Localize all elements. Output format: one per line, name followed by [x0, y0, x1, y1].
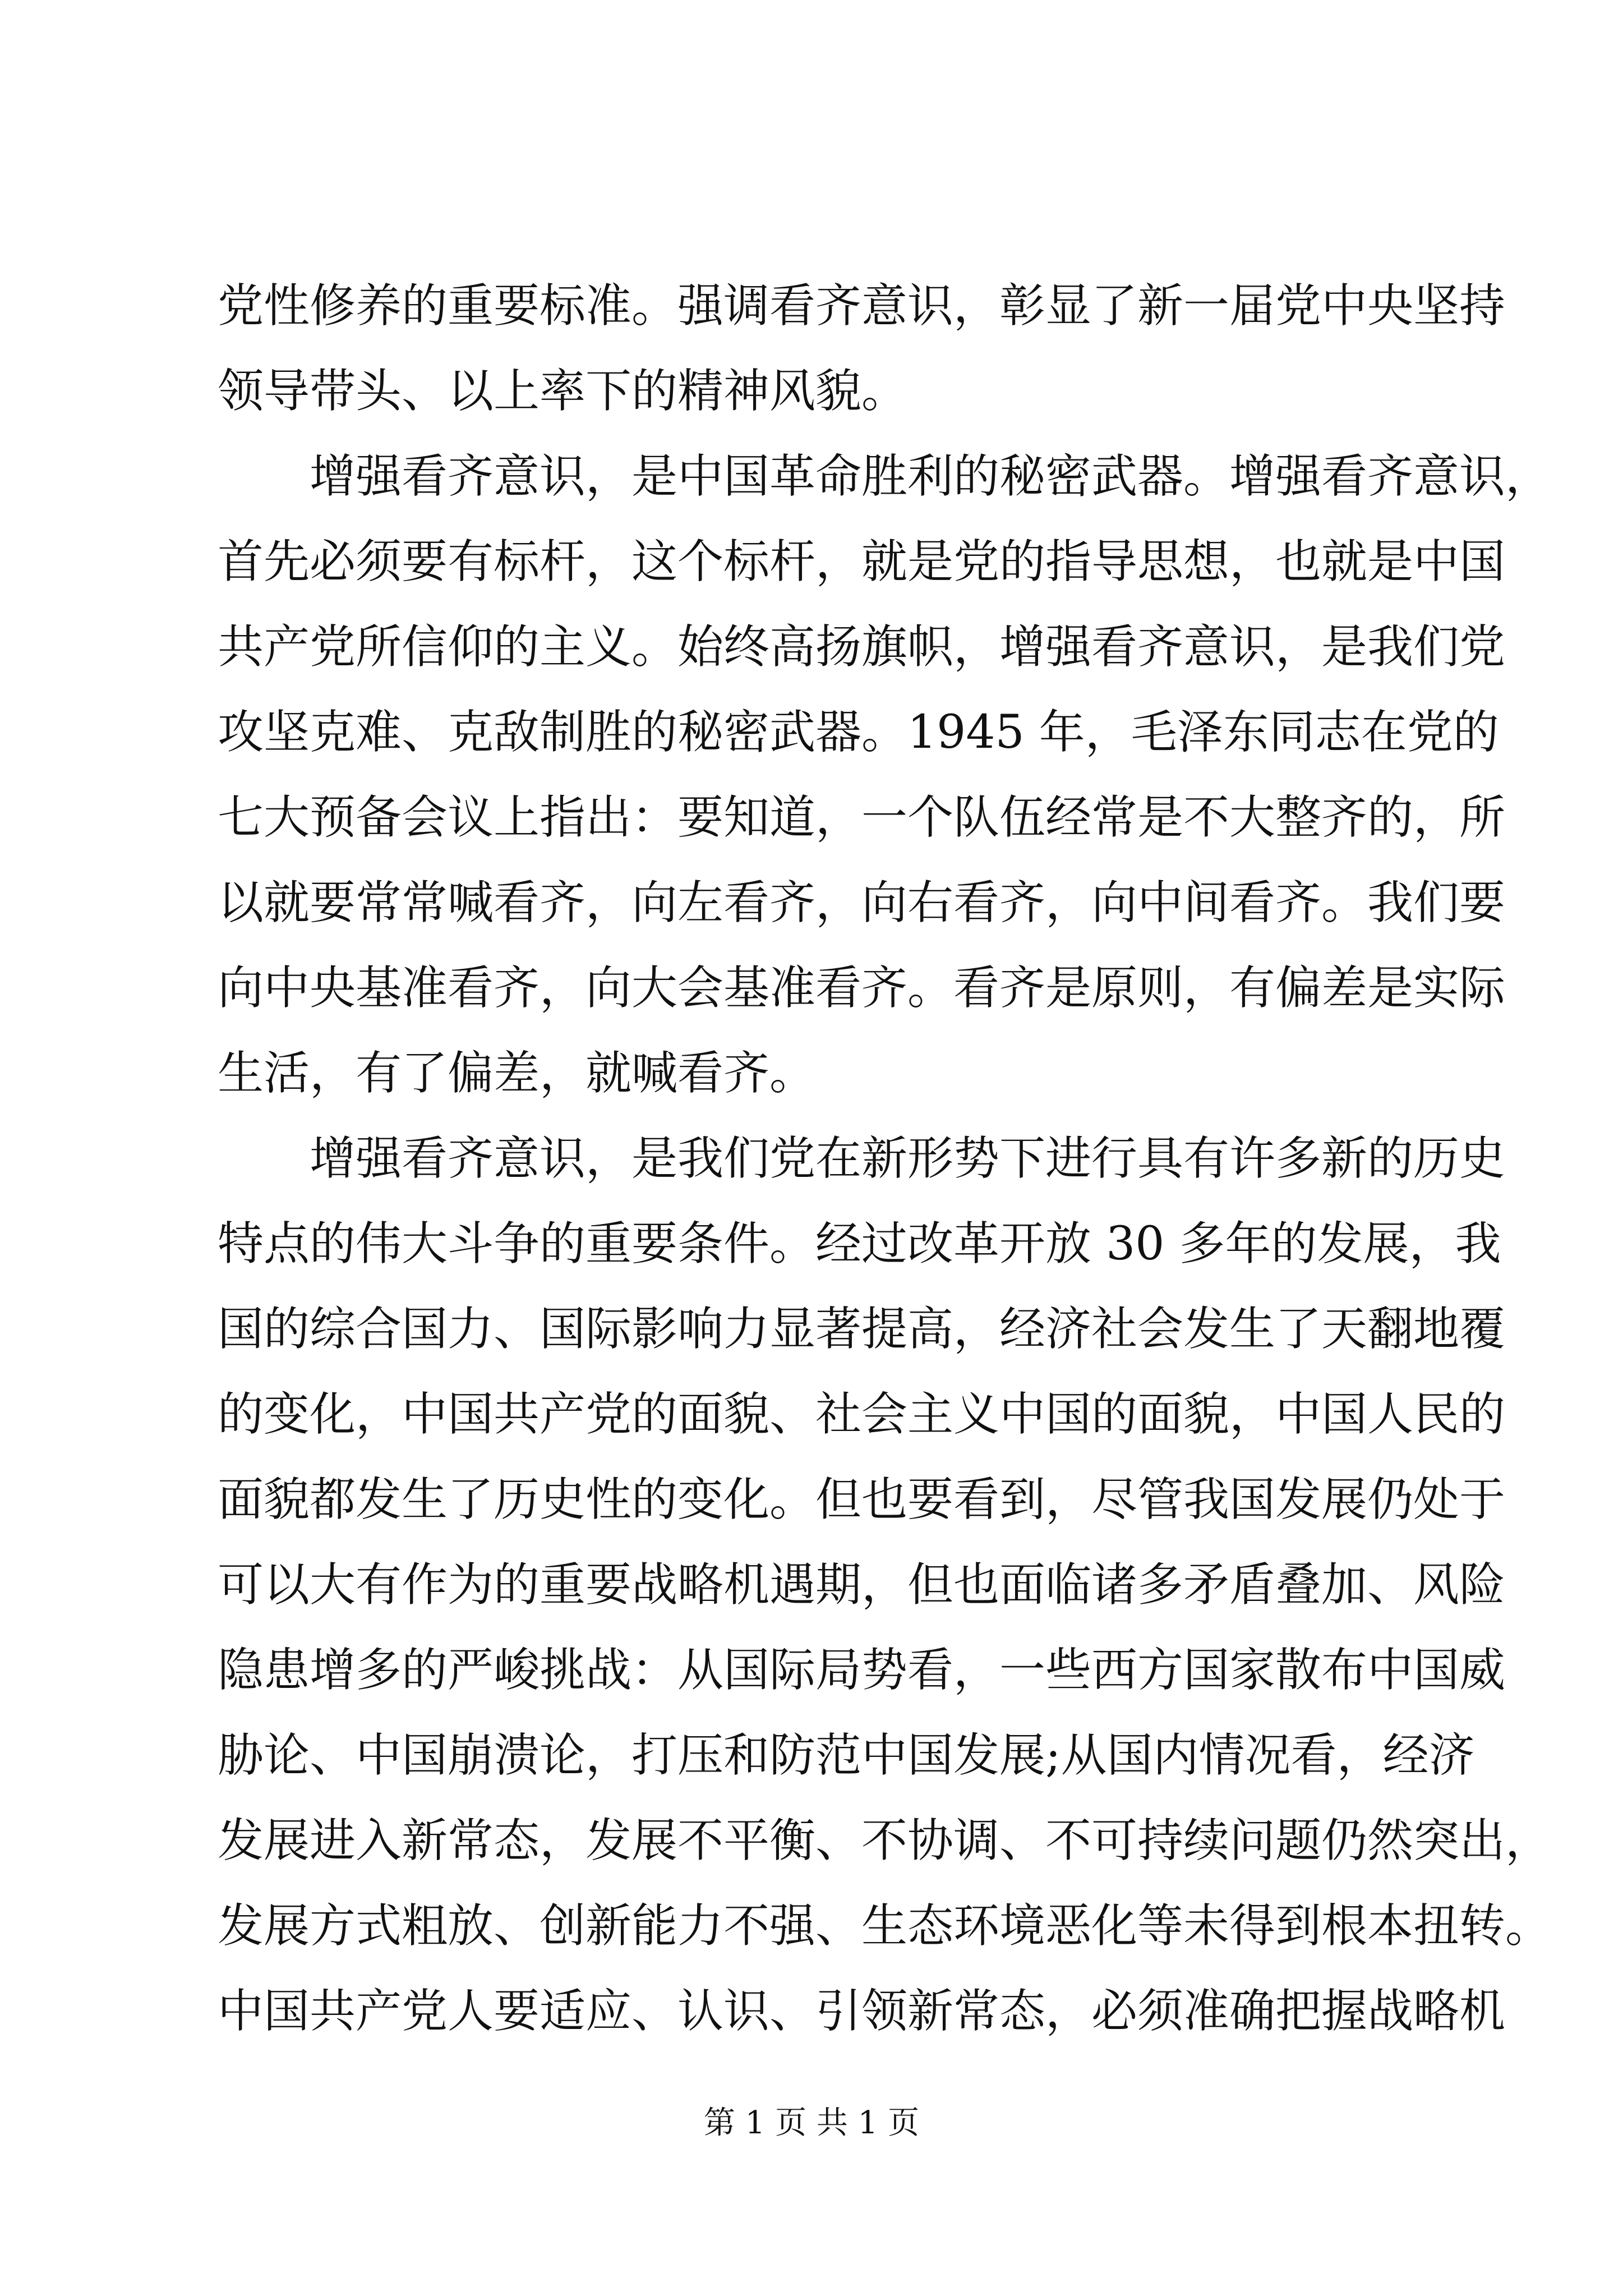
text-line: 发展进入新常态，发展不平衡、不协调、不可持续问题仍然突出，: [218, 1814, 1552, 1867]
text-line: 向中央基准看齐，向大会基准看齐。看齐是原则，有偏差是实际: [218, 961, 1506, 1015]
text-line: 生活，有了偏差，就喊看齐。: [218, 1047, 816, 1100]
text-line: 以就要常常喊看齐，向左看齐，向右看齐，向中间看齐。我们要: [218, 876, 1506, 930]
text-line: 首先必须要有标杆，这个标杆，就是党的指导思想，也就是中国: [218, 535, 1506, 588]
page-footer: 第 1 页 共 1 页: [703, 2105, 920, 2141]
text-line: 可以大有作为的重要战略机遇期，但也面临诸多矛盾叠加、风险: [218, 1558, 1506, 1612]
text-line: 攻坚克难、克敌制胜的秘密武器。1945 年，毛泽东同志在党的: [218, 706, 1499, 759]
text-line: 党性修养的重要标准。强调看齐意识，彰显了新一届党中央坚持: [218, 279, 1506, 333]
text-line: 中国共产党人要适应、认识、引领新常态，必须准确把握战略机: [218, 1985, 1506, 2038]
text-line: 特点的伟大斗争的重要条件。经过改革开放 30 多年的发展，我: [218, 1217, 1501, 1271]
paragraph-first-line: 增强看齐意识，是我们党在新形势下进行具有许多新的历史: [310, 1132, 1506, 1185]
text-line: 的变化，中国共产党的面貌、社会主义中国的面貌，中国人民的: [218, 1388, 1506, 1441]
text-line: 共产党所信仰的主义。始终高扬旗帜，增强看齐意识，是我们党: [218, 620, 1506, 674]
text-line: 隐患增多的严峻挑战：从国际局势看，一些西方国家散布中国威: [218, 1644, 1506, 1697]
text-line: 七大预备会议上指出：要知道，一个队伍经常是不大整齐的，所: [218, 791, 1506, 844]
document-body: [218, 264, 1552, 2054]
text-line: 胁论、中国崩溃论，打压和防范中国发展;从国内情况看，经济: [218, 1729, 1475, 1782]
text-line: 面貌都发生了历史性的变化。但也要看到，尽管我国发展仍处于: [218, 1473, 1506, 1526]
text-line: 发展方式粗放、创新能力不强、生态环境恶化等未得到根本扭转。: [218, 1899, 1552, 1953]
paragraph-first-line: 增强看齐意识，是中国革命胜利的秘密武器。增强看齐意识，: [310, 450, 1552, 503]
text-line: 国的综合国力、国际影响力显著提高，经济社会发生了天翻地覆: [218, 1303, 1506, 1356]
text-line: 领导带头、以上率下的精神风貌。: [218, 365, 908, 418]
